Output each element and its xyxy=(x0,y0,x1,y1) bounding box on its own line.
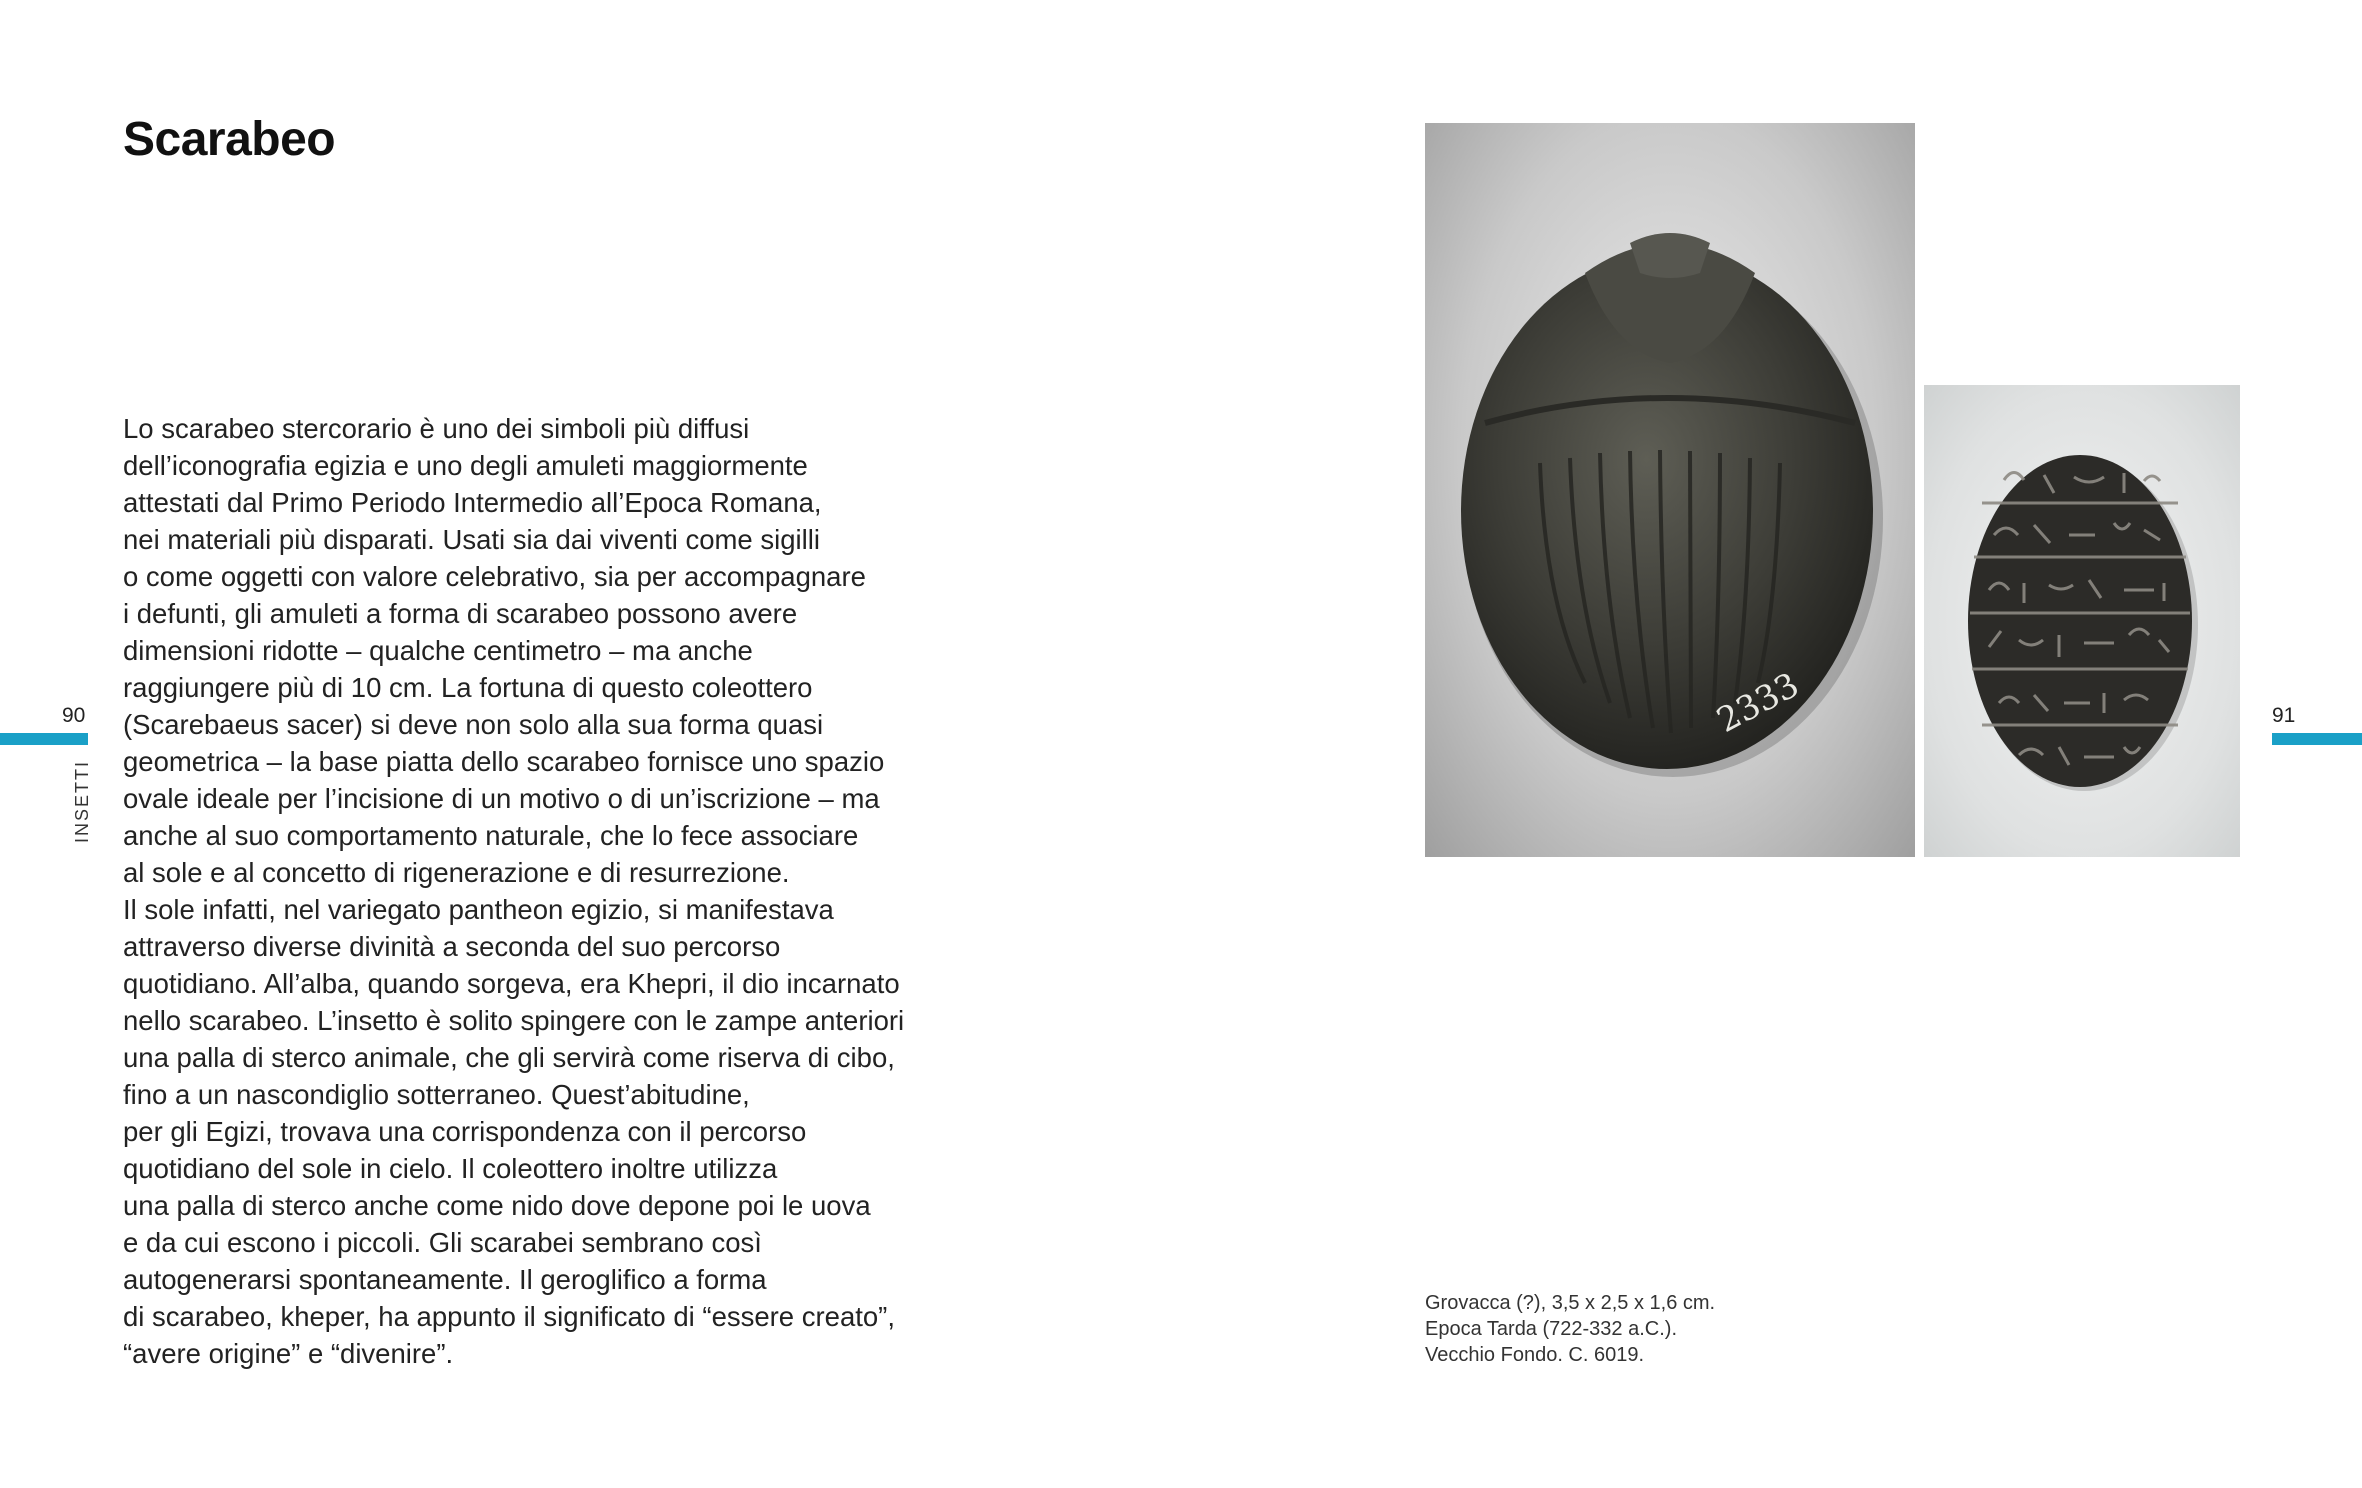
body-line: e da cui escono i piccoli. Gli scarabei sembrano così xyxy=(123,1227,762,1258)
body-line: geometrica – la base piatta dello scarabeo fornisce uno spazio xyxy=(123,746,885,777)
photo-inventory-label: 2333 xyxy=(1710,665,1806,741)
photo-caption xyxy=(1425,1290,1715,1368)
scarab-top-illustration xyxy=(1425,123,1915,857)
body-line: ovale ideale per l’incisione di un motivo o di un’iscrizione – ma xyxy=(123,783,880,814)
caption-line: Epoca Tarda (722-332 a.C.). xyxy=(1425,1318,1678,1340)
body-line: dimensioni ridotte – qualche centimetro – ma anche xyxy=(123,635,753,666)
body-line: raggiungere più di 10 cm. La fortuna di questo coleottero xyxy=(123,672,813,703)
body-line: anche al suo comportamento naturale, che lo fece associare xyxy=(123,820,859,851)
accent-bar-right xyxy=(2272,733,2362,745)
body-line: nello scarabeo. L’insetto è solito spingere con le zampe anteriori xyxy=(123,1005,905,1036)
body-line: nei materiali più disparati. Usati sia dai viventi come sigilli xyxy=(123,524,820,555)
body-line: attraverso diverse divinità a seconda del suo percorso xyxy=(123,931,781,962)
body-line: Il sole infatti, nel variegato pantheon egizio, si manifestava xyxy=(123,894,834,925)
page-title: Scarabeo xyxy=(123,113,336,166)
body-line: per gli Egizi, trovava una corrispondenza con il percorso xyxy=(123,1116,807,1147)
scarab-base-illustration xyxy=(1924,385,2240,857)
body-line: quotidiano. All’alba, quando sorgeva, era Khepri, il dio incarnato xyxy=(123,968,900,999)
body-line: o come oggetti con valore celebrativo, sia per accompagnare xyxy=(123,561,866,592)
scarab-top-photo xyxy=(1425,123,1915,857)
body-text xyxy=(123,410,963,1372)
section-label: INSETTI xyxy=(72,760,92,844)
body-line: al sole e al concetto di rigenerazione e di resurrezione. xyxy=(123,857,790,888)
scarab-base-photo xyxy=(1924,385,2240,857)
body-line: (Scarebaeus sacer) si deve non solo alla sua forma quasi xyxy=(123,709,824,740)
body-line: quotidiano del sole in cielo. Il coleottero inoltre utilizza xyxy=(123,1153,778,1184)
body-line: una palla di sterco animale, che gli servirà come riserva di cibo, xyxy=(123,1042,895,1073)
body-line: dell’iconografia egizia e uno degli amuleti maggiormente xyxy=(123,450,808,481)
body-line: una palla di sterco anche come nido dove depone poi le uova xyxy=(123,1190,871,1221)
body-line: “avere origine” e “divenire”. xyxy=(123,1338,454,1369)
body-line: autogenerarsi spontaneamente. Il geroglifico a forma xyxy=(123,1264,767,1295)
body-line: attestati dal Primo Periodo Intermedio all’Epoca Romana, xyxy=(123,487,822,518)
body-line: i defunti, gli amuleti a forma di scarabeo possono avere xyxy=(123,598,798,629)
page-number-left: 90 xyxy=(62,704,86,727)
page-number-right: 91 xyxy=(2272,704,2296,727)
caption-line: Grovacca (?), 3,5 x 2,5 x 1,6 cm. xyxy=(1425,1292,1716,1314)
body-line: fino a un nascondiglio sotterraneo. Quest’abitudine, xyxy=(123,1079,750,1110)
accent-bar-left xyxy=(0,733,88,745)
body-line: di scarabeo, kheper, ha appunto il significato di “essere creato”, xyxy=(123,1301,895,1332)
body-line: Lo scarabeo stercorario è uno dei simboli più diffusi xyxy=(123,413,750,444)
caption-line: Vecchio Fondo. C. 6019. xyxy=(1425,1344,1645,1366)
